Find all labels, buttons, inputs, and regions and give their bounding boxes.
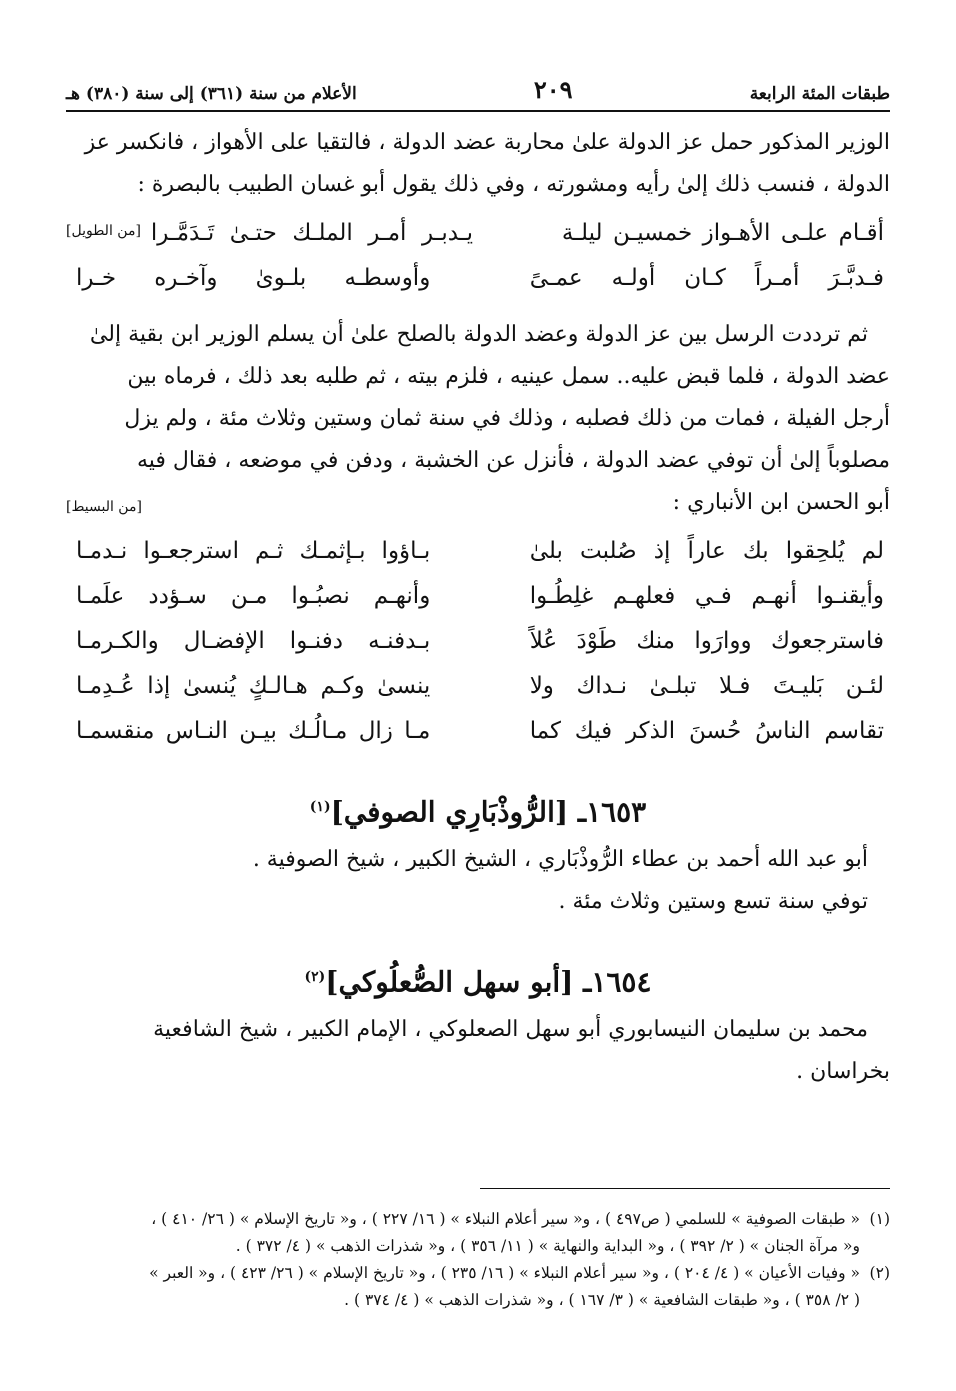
footnote-line: و« مرآة الجنان » ( ٢/ ٣٩٢ ) ، و« البداية والنهاية » ( ١١/ ٣٥٦ ) ، و« شذرات الذهب » ( ٤/ ٣٧٢ ) . [235,1237,860,1255]
verse-first-hemistich: وأيقنـوا أنهـم فـي فعلهـم غلِطُـوا [529,582,884,609]
footnote-line: « وفيات الأعيان » ( ٤/ ٢٠٤ ) ، و« سير أعلام النبلاء » ( ١٦/ ٢٣٥ ) ، و« تاريخ الإسلام » ( ٢٦/ ٤٢٣ ) ، و« العبر » [149,1264,860,1282]
footnote-text [66,1260,860,1314]
verse-second-hemistich: يـدبـر أمـر الملـك حتـىٰ تَـدَمَّـرا [150,219,474,246]
verse-second-hemistich: ينسىٰ وكـم هـالـكٍ يُنسىٰ إذا عُـدِمـا [76,672,431,699]
paragraph-line [66,482,890,524]
verse-line [66,573,890,618]
footnote-number: (٢) [869,1264,890,1282]
entry-title-1654 [66,953,890,1001]
paragraph-line: مصلوباً إلىٰ أن توفي عضد الدولة ، فأنزل عن الخشبة ، ودفن في موضعه ، فقال فيه [136,448,890,473]
paragraph-line: عضد الدولة ، فلما قبض عليه.. سمل عينيه ، فلزم بيته ، ثم طلبه بعد ذلك ، فرماه بين [127,364,890,389]
paragraph-text: أبو الحسن ابن الأنباري : [672,490,890,515]
footnote-text [66,1206,860,1260]
poem-2 [66,528,890,753]
verse-first-hemistich: لم يُلحِقوا بك عاراً إذ صُلبت بلىٰ [529,537,884,564]
verse-line [66,708,890,753]
entry-title-text: ١٦٥٣ـ [الرُّوذْبَارِي الصوفي] [330,795,647,829]
entry-text: محمد بن سليمان النيسابوري أبو سهل الصعلوكي ، الإمام الكبير ، شيخ الشافعية [153,1017,868,1042]
running-header [66,60,890,112]
meter-label: [من الطويل] [66,223,141,239]
verse-first-hemistich: تقاسم الناسُ حُسنَ الذكر فيك كما [529,717,884,744]
verse-line [141,210,890,255]
entry-title-1653 [66,783,890,831]
footnote-ref: (١) [309,799,331,815]
header-section-title: طبقات المئة الرابعة [749,84,890,104]
entry-text: أبو عبد الله أحمد بن عطاء الرُّوذْبَاري ، الشيخ الكبير ، شيخ الصوفية . [252,847,868,872]
header-years-range: الأعلام من سنة (٣٦١) إلى سنة (٣٨٠) هـ [66,84,357,104]
footnote-ref: (٢) [304,969,326,985]
footnote [66,1260,890,1314]
verse-second-hemistich: بـدفنـه دفنـوا الإفضـال والكـرمـا [76,627,431,654]
paragraph-line: الوزير المذكور حمل عز الدولة علىٰ محاربة عضد الدولة ، فالتقيا على الأهواز ، فانكسر عز [84,130,890,155]
entry-title-text: ١٦٥٤ـ [أبو سهل الصُّعلُوكي] [325,965,652,999]
verse-first-hemistich: فـدبَّـرَ أمـراً كـان أولـه عمـىً [529,264,884,291]
paragraph-line: أرجل الفيلة ، فمات من ذلك فصلبه ، وذلك في سنة ثمان وستين وثلاث مئة ، ولم يزل [124,406,890,431]
verse-line [66,663,890,708]
verse-line [66,255,890,300]
footnotes [66,1206,890,1314]
verse-second-hemistich: بـاؤوا بـإثمـك ثـم استرجعـوا نـدمـا [76,537,431,564]
verse-line [66,618,890,663]
footnote [66,1206,890,1260]
entry-text: توفي سنة تسع وستين وثلاث مئة . [558,889,868,914]
verse-line [66,528,890,573]
verse-second-hemistich: وأوسطـه بلـوىٰ وآخـره خـرا [76,264,431,291]
paragraph-text: الدولة ، فنسب ذلك إلىٰ رأيه ومشورته ، وفي ذلك يقول أبو غسان الطبيب بالبصرة : [137,172,890,197]
footnote-line: ( ٢/ ٣٥٨ ) ، و« طبقات الشافعية » ( ٣/ ١٦٧ ) ، و« شذرات الذهب » ( ٤/ ٣٧٤ ) . [344,1291,860,1309]
page-body [66,122,890,1093]
meter-label: [من البسيط] [66,499,142,515]
page-number: ٢٠٩ [533,75,573,104]
poem-1 [66,210,890,300]
entry-text: بخراسان . [796,1059,890,1084]
verse-second-hemistich: مـا زال مـالُـك بيـن النـاس منقسمـا [76,717,431,744]
footnote-line: « طبقات الصوفية » للسلمي ( ص٤٩٧ ) ، و« سير أعلام النبلاء » ( ١٦/ ٢٢٧ ) ، و« تاريخ الإسلام » ( ٢٦/ ٤١٠ ) ، [151,1210,860,1228]
verse-second-hemistich: وأنهـم نصبُـوا مـن سـؤدد علَمـا [76,582,431,609]
footnote-number: (١) [869,1210,890,1228]
paragraph-line: ثم ترددت الرسل بين عز الدولة وعضد الدولة بالصلح علىٰ أن يسلم الوزير ابن بقية إلىٰ [89,322,868,347]
verse-first-hemistich: لئـن بَليـتَ فـلا تبلـىٰ نـداك ولا [529,672,884,699]
footnote-separator [480,1188,890,1189]
verse-first-hemistich: فاسترجعوك ووارَوا منك طَوْدَ عُلاً [529,627,884,654]
verse-first-hemistich: أقـام علـى الأهـواز خمسيـن ليلـة [561,219,884,246]
